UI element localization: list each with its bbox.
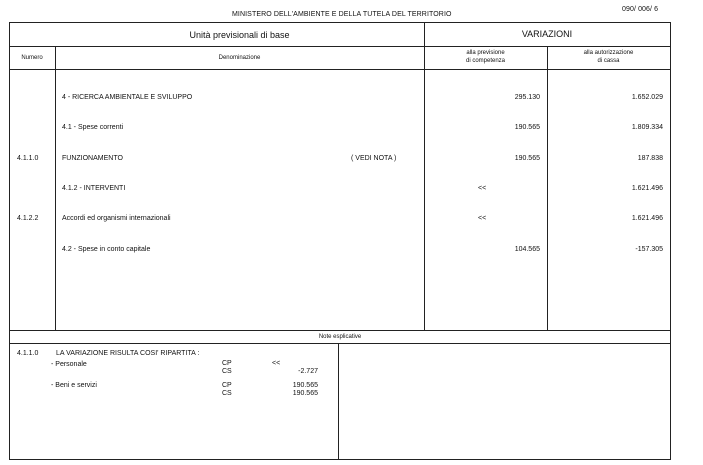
row-denominazione: Accordi ed organismi internazionali (62, 215, 171, 222)
notes-item-label: - Beni e servizi (51, 382, 97, 389)
row-denominazione: 4 - RICERCA AMBIENTALE E SVILUPPO (62, 94, 193, 101)
row-denominazione: 4.2 - Spese in conto capitale (62, 246, 151, 253)
notes-item-cp-label: CP (222, 382, 232, 389)
notes-item-cp-label: CP (222, 360, 232, 367)
notes-title: Note esplicative (318, 334, 362, 340)
column-header-bottom (9, 69, 671, 70)
row-numero: 4.1.2.2 (17, 215, 39, 222)
notes-item-cs-label: CS (222, 390, 232, 397)
ministry-title: MINISTERO DELL'AMBIENTE E DELLA TUTELA DEL TERRITORIO (232, 11, 452, 18)
row-cassa: 1.652.029 (631, 94, 663, 101)
column-header-cassa (547, 49, 670, 65)
competenza-line-2: di competenza (465, 58, 506, 64)
row-cassa: 1.621.496 (631, 185, 663, 192)
table-top-border (9, 22, 671, 23)
column-header-competenza (424, 49, 547, 65)
table-left-border (9, 22, 10, 460)
row-cassa: -157.305 (635, 246, 663, 253)
notes-intro: LA VARIAZIONE RISULTA COSI' RIPARTITA : (56, 350, 200, 357)
upb-heading: Unità previsionali di base (189, 30, 290, 40)
row-competenza: << (478, 215, 487, 222)
notes-item-cp-value: 190.565 (292, 382, 318, 389)
row-cassa: 1.809.334 (631, 124, 663, 131)
notes-item-cs-value: 190.565 (292, 390, 318, 397)
notes-column-divider (338, 343, 339, 460)
column-header-denominazione: Denominazione (218, 55, 261, 61)
cassa-line-1: alla autorizzazione (583, 50, 634, 56)
competenza-line-1: alla previsione (466, 50, 505, 56)
cassa-line-2: di cassa (597, 58, 620, 64)
notes-code: 4.1.1.0 (17, 350, 39, 357)
row-denominazione: FUNZIONAMENTO (62, 155, 123, 162)
row-competenza: 190.565 (514, 155, 540, 162)
variazioni-divider (424, 22, 425, 331)
numero-column-divider (55, 46, 56, 331)
notes-item-cs-label: CS (222, 368, 232, 375)
header-divider (9, 46, 671, 47)
row-cassa: 187.838 (637, 155, 663, 162)
notes-top-border (9, 330, 671, 331)
row-denominazione: 4.1 - Spese correnti (62, 124, 124, 131)
row-competenza: 190.565 (514, 124, 540, 131)
row-numero: 4.1.1.0 (17, 155, 39, 162)
row-nota: ( VEDI NOTA ) (351, 155, 397, 162)
table-right-border (670, 22, 671, 460)
notes-item-cs-value: -2.727 (298, 368, 318, 375)
table-bottom-border (9, 459, 671, 460)
notes-item-cp-value: << (272, 360, 281, 367)
row-cassa: 1.621.496 (631, 215, 663, 222)
variazioni-heading: VARIAZIONI (521, 29, 573, 39)
notes-title-divider (9, 343, 671, 344)
row-denominazione: 4.1.2 - INTERVENTI (62, 185, 126, 192)
row-competenza: 295.130 (514, 94, 540, 101)
notes-item-label: - Personale (51, 361, 87, 368)
row-competenza: << (478, 185, 487, 192)
row-competenza: 104.565 (514, 246, 540, 253)
column-header-numero: Numero (21, 55, 43, 61)
document-code: 090/ 006/ 6 (622, 6, 659, 13)
